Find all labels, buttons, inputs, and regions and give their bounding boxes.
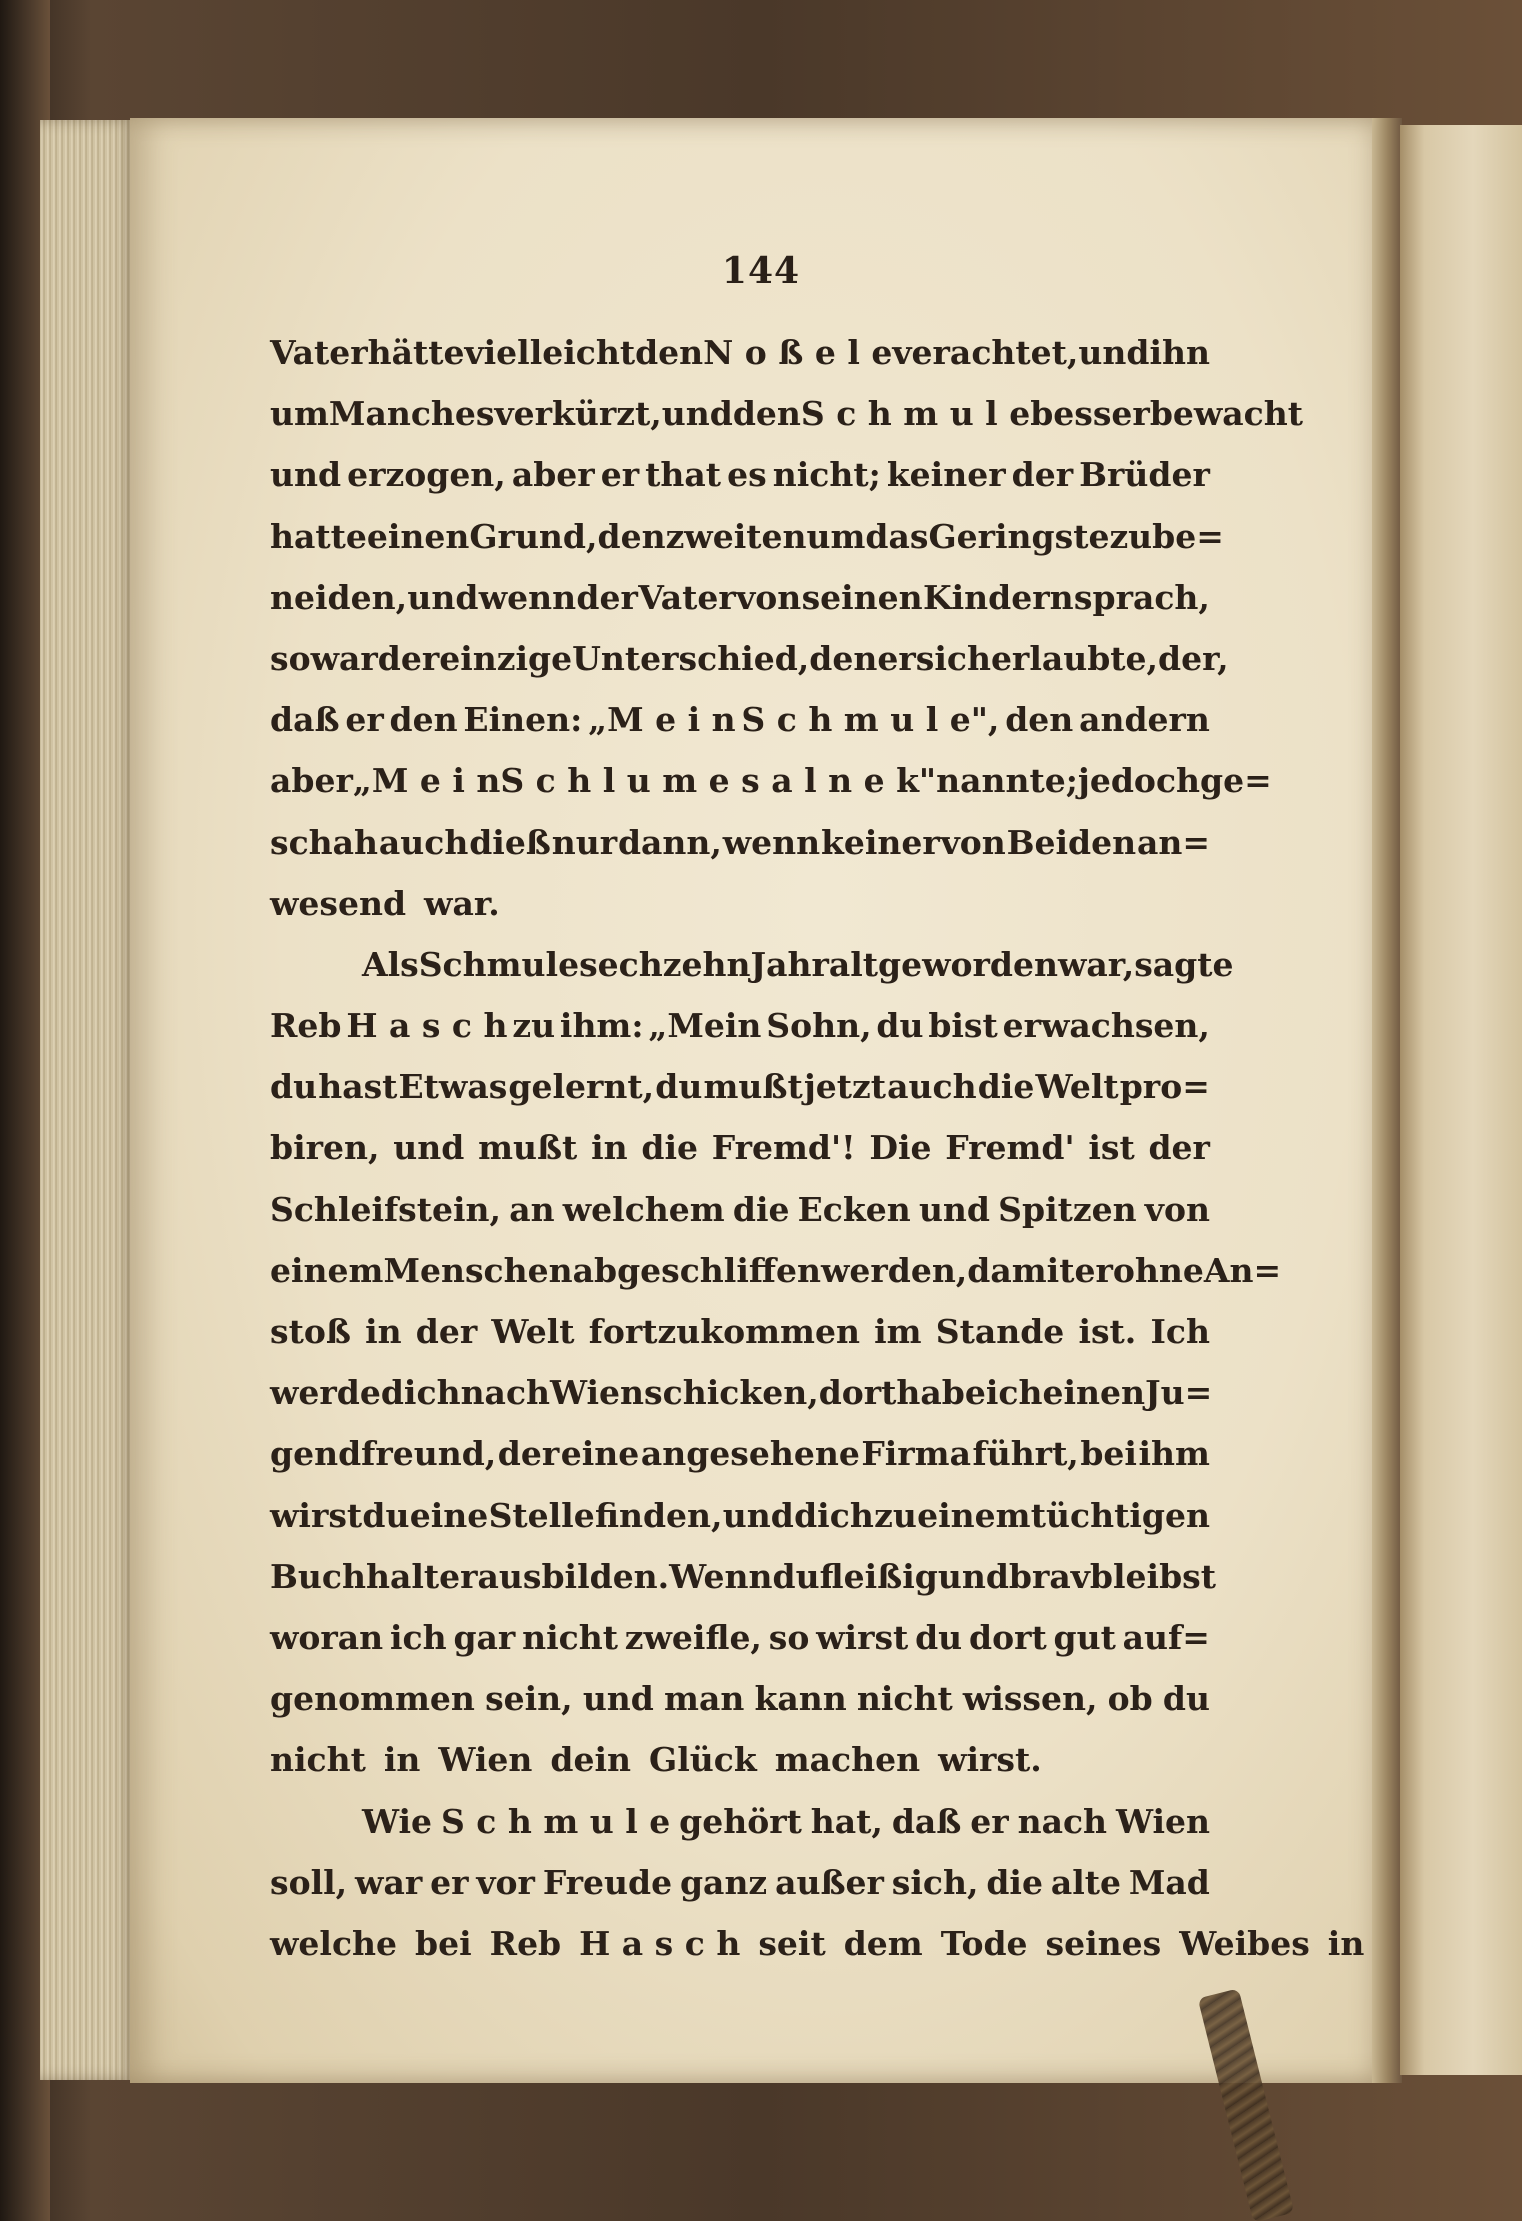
word: den xyxy=(635,333,704,372)
word: erzogen, xyxy=(347,455,506,495)
word: alt xyxy=(828,944,879,984)
word: soll, xyxy=(270,1862,348,1902)
word: außer xyxy=(775,1862,884,1902)
word: damit xyxy=(967,1250,1075,1290)
word: dich xyxy=(380,1373,461,1413)
word: ob xyxy=(1107,1679,1153,1719)
word: die xyxy=(641,1128,698,1168)
word: und xyxy=(1078,333,1150,372)
book-gutter xyxy=(1372,118,1402,2083)
word: und xyxy=(393,1128,465,1168)
word: Spitzen xyxy=(998,1189,1137,1229)
word: keiner xyxy=(886,455,1006,495)
word: du xyxy=(1162,1679,1210,1719)
word: zu xyxy=(1109,516,1153,556)
word: Kindern xyxy=(922,577,1074,617)
word: nach xyxy=(1017,1801,1108,1841)
word: er xyxy=(970,1801,1009,1841)
word: ihm xyxy=(1138,1434,1210,1474)
word: machen xyxy=(774,1740,921,1780)
word: Stelle xyxy=(488,1495,595,1535)
word: zu xyxy=(512,1006,556,1046)
word: finden, xyxy=(594,1495,723,1535)
word: der xyxy=(497,1434,560,1474)
word: erwachsen, xyxy=(1002,1006,1210,1046)
word: ihm: xyxy=(559,1006,644,1046)
word: habe xyxy=(896,1373,986,1413)
word: ich xyxy=(390,1617,447,1657)
text-line xyxy=(270,689,1210,750)
word: ohne xyxy=(1112,1250,1204,1290)
word: zweiten xyxy=(665,516,807,556)
word: jedoch xyxy=(1077,761,1201,801)
text-line xyxy=(270,934,1234,995)
text-line xyxy=(270,750,1272,811)
word: wirst. xyxy=(938,1740,1042,1780)
word: schicken, xyxy=(644,1373,819,1413)
word: den xyxy=(389,700,458,740)
word: Fremd' xyxy=(945,1128,1075,1168)
word: wirst xyxy=(270,1495,363,1535)
text-line xyxy=(270,1852,1210,1913)
word: nicht; xyxy=(772,455,881,495)
word: einem xyxy=(917,1495,1031,1535)
word: du xyxy=(915,1617,963,1657)
text-line xyxy=(270,995,1210,1056)
word: welchem xyxy=(562,1189,725,1229)
word: wirst xyxy=(816,1617,909,1657)
word: Freude xyxy=(542,1862,673,1902)
word: in xyxy=(365,1312,402,1351)
word: be= xyxy=(1152,516,1224,556)
word: Schleifstein, xyxy=(270,1189,502,1229)
text-line xyxy=(270,1301,1210,1362)
text-line xyxy=(270,1362,1213,1423)
word: in xyxy=(383,1740,421,1780)
word: und xyxy=(918,1189,990,1229)
text-line xyxy=(270,812,1210,873)
word: wissen, xyxy=(962,1679,1098,1719)
word: vielleicht xyxy=(464,333,636,372)
paragraph xyxy=(270,322,1304,934)
word: Ecken xyxy=(797,1189,911,1229)
word: er xyxy=(1074,1250,1113,1290)
word: welche xyxy=(270,1923,398,1963)
word: im xyxy=(874,1312,922,1351)
word: Einen: xyxy=(463,700,583,740)
word: besser xyxy=(1030,394,1150,434)
word: der, xyxy=(1158,638,1229,678)
word: Schmule xyxy=(418,944,580,984)
word: „M e i n xyxy=(588,700,736,740)
word: es xyxy=(727,455,767,495)
word: wesend xyxy=(270,883,407,923)
word: hat, xyxy=(810,1801,883,1841)
word: ich xyxy=(985,1373,1043,1413)
word: Reb xyxy=(270,1006,342,1046)
word: dann, xyxy=(617,822,722,862)
word: jetzt xyxy=(803,1067,886,1107)
word: gendfreund, xyxy=(270,1434,497,1474)
word: und xyxy=(582,1679,654,1719)
word: „M e i n xyxy=(352,761,501,801)
word: S c h m u l e xyxy=(800,394,1031,434)
word: ihn xyxy=(1149,333,1210,372)
word: die xyxy=(732,1189,790,1229)
word: er xyxy=(600,455,640,495)
word: Wien xyxy=(550,1373,645,1413)
word: schah xyxy=(270,822,379,862)
word: ist. xyxy=(1078,1312,1137,1351)
word: dich xyxy=(794,1495,874,1535)
word: den xyxy=(809,638,878,678)
word: war, xyxy=(1057,944,1135,984)
word: und xyxy=(661,394,733,434)
word: von xyxy=(940,822,1006,862)
word: bleibst xyxy=(1089,1556,1216,1596)
word: bist xyxy=(928,1006,998,1046)
word: der xyxy=(1011,455,1074,495)
word: S c h l u m e s a l n e k" xyxy=(500,761,937,801)
text-line xyxy=(270,1117,1210,1178)
word: sein, xyxy=(485,1679,573,1719)
word: er xyxy=(877,638,916,678)
word: Stande xyxy=(935,1312,1065,1351)
word: die xyxy=(977,1067,1035,1107)
word: vor xyxy=(476,1862,535,1902)
word: H a s c h xyxy=(346,1006,508,1046)
word: den xyxy=(597,516,666,556)
word: und xyxy=(937,1556,1009,1596)
word: von xyxy=(736,577,802,617)
word: er xyxy=(430,1862,469,1902)
word: geworden xyxy=(878,944,1058,984)
word: Firma xyxy=(861,1434,971,1474)
text-line xyxy=(270,1240,1282,1301)
word: Fremd'! xyxy=(711,1128,856,1168)
text-line xyxy=(270,1668,1210,1729)
word: auch xyxy=(887,1067,977,1107)
word: du xyxy=(772,1556,820,1596)
word: das xyxy=(865,516,929,556)
word: daß xyxy=(891,1801,962,1841)
word: bewacht xyxy=(1149,394,1304,434)
word: war. xyxy=(424,883,500,923)
word: hast xyxy=(318,1067,398,1107)
word: Unterschied, xyxy=(572,638,810,678)
word: keiner xyxy=(820,822,940,862)
text-line xyxy=(270,383,1304,444)
text-line xyxy=(270,1729,1210,1790)
word: ganz xyxy=(679,1862,768,1902)
word: Vater xyxy=(270,333,368,372)
text-line xyxy=(270,1546,1216,1607)
word: Als xyxy=(362,944,419,984)
word: der xyxy=(415,1312,478,1351)
word: zu xyxy=(874,1495,917,1535)
word: Jahr xyxy=(750,944,829,984)
word: bei xyxy=(415,1923,472,1963)
word: Reb xyxy=(489,1923,562,1963)
text-line xyxy=(270,873,1210,934)
word: einem xyxy=(270,1250,384,1290)
word: abgeschliffen xyxy=(572,1250,821,1290)
word: die xyxy=(986,1862,1043,1902)
word: von xyxy=(1144,1189,1210,1229)
word: und xyxy=(722,1495,794,1535)
word: sprach, xyxy=(1073,577,1210,617)
word: nur xyxy=(551,822,618,862)
word: auch xyxy=(378,822,469,862)
word: und xyxy=(407,577,479,617)
word: gelernt, xyxy=(508,1067,655,1107)
word: war xyxy=(355,1862,423,1902)
word: erlaubte, xyxy=(990,638,1159,678)
word: du xyxy=(270,1067,318,1107)
word: führt, xyxy=(972,1434,1079,1474)
word: der xyxy=(1148,1128,1210,1168)
word: alte xyxy=(1050,1862,1122,1902)
word: Mad xyxy=(1128,1862,1210,1902)
word: ausbilden. xyxy=(477,1556,670,1596)
word: Wien xyxy=(1115,1801,1210,1841)
word: aber xyxy=(270,761,353,801)
word: der xyxy=(377,638,440,678)
word: Wenn xyxy=(669,1556,773,1596)
word: ist xyxy=(1088,1128,1135,1168)
word: neiden, xyxy=(270,577,408,617)
word: N o ß e l e xyxy=(703,333,893,372)
word: und xyxy=(270,455,342,495)
text-line xyxy=(270,567,1210,628)
word: S c h m u l e xyxy=(440,1801,671,1841)
word: gehört xyxy=(679,1801,802,1841)
word: nicht xyxy=(856,1679,953,1719)
word: woran xyxy=(270,1617,384,1657)
paragraph xyxy=(270,1791,1365,1975)
word: Die xyxy=(869,1128,932,1168)
word: dort xyxy=(969,1617,1047,1657)
word: mußt xyxy=(478,1128,578,1168)
text-line xyxy=(270,444,1210,505)
text-line xyxy=(270,1607,1210,1668)
word: Grund, xyxy=(469,516,598,556)
word: Menschen xyxy=(383,1250,573,1290)
text-line xyxy=(270,1423,1210,1484)
word: an= xyxy=(1136,822,1210,862)
word: der xyxy=(576,577,638,617)
word: Tode xyxy=(940,1923,1028,1963)
text-line xyxy=(270,1485,1210,1546)
word: dort xyxy=(818,1373,897,1413)
word: ge= xyxy=(1200,761,1272,801)
word: hatte xyxy=(270,516,367,556)
word: daß xyxy=(270,700,340,740)
word: um xyxy=(806,516,866,556)
word: nannte; xyxy=(936,761,1078,801)
facing-page-edge xyxy=(1400,125,1522,2075)
word: An= xyxy=(1203,1250,1282,1290)
word: stoß xyxy=(270,1312,351,1351)
word: eine xyxy=(560,1434,640,1474)
page-number: 144 xyxy=(721,250,801,292)
word: sechzehn xyxy=(579,944,751,984)
word: einzige xyxy=(439,638,573,678)
word: Ich xyxy=(1150,1312,1210,1351)
word: Beiden xyxy=(1006,822,1137,862)
word: an xyxy=(509,1189,555,1229)
word: kann xyxy=(754,1679,847,1719)
word: werden, xyxy=(820,1250,968,1290)
word: Etwas xyxy=(398,1067,508,1107)
word: verachtet, xyxy=(892,333,1079,372)
word: nicht xyxy=(522,1617,618,1657)
word: dieß xyxy=(469,822,551,862)
word: in xyxy=(591,1128,628,1168)
word: Manches xyxy=(328,394,495,434)
word: „Mein xyxy=(648,1006,762,1046)
word: hätte xyxy=(367,333,465,372)
word: H a s c h xyxy=(579,1923,741,1963)
text-line xyxy=(270,322,1210,383)
word: Glück xyxy=(649,1740,757,1780)
word: gut xyxy=(1053,1617,1116,1657)
word: Sohn, xyxy=(766,1006,872,1046)
word: den xyxy=(732,394,801,434)
word: Welt xyxy=(1035,1067,1119,1107)
word: zweifle, xyxy=(624,1617,762,1657)
word: sich, xyxy=(891,1862,979,1902)
word: man xyxy=(664,1679,745,1719)
word: verkürzt, xyxy=(494,394,662,434)
paragraph xyxy=(270,934,1282,1791)
word: that xyxy=(645,455,722,495)
word: Welt xyxy=(491,1312,575,1351)
word: auf= xyxy=(1122,1617,1210,1657)
word: in xyxy=(1327,1923,1365,1963)
word: Buchhalter xyxy=(270,1556,478,1596)
word: fortzukommen xyxy=(588,1312,860,1351)
word: Geringste xyxy=(928,516,1110,556)
word: Weibes xyxy=(1179,1923,1310,1963)
word: fleißig xyxy=(819,1556,938,1596)
word: Ju= xyxy=(1145,1373,1213,1413)
text-line xyxy=(270,1056,1210,1117)
word: so xyxy=(270,638,311,678)
word: Wien xyxy=(438,1740,533,1780)
word: wenn xyxy=(722,822,821,862)
word: um xyxy=(270,394,329,434)
word: einen xyxy=(366,516,470,556)
word: Brüder xyxy=(1079,455,1210,495)
word: gar xyxy=(453,1617,516,1657)
word: pro= xyxy=(1119,1067,1210,1107)
word: werde xyxy=(270,1373,381,1413)
word: aber xyxy=(511,455,595,495)
word: so xyxy=(768,1617,810,1657)
word: war xyxy=(310,638,378,678)
text-line xyxy=(270,506,1224,567)
word: seit xyxy=(758,1923,826,1963)
word: angesehene xyxy=(640,1434,860,1474)
word: andern xyxy=(1079,700,1210,740)
page-stack-edge xyxy=(40,120,135,2080)
word: brav xyxy=(1008,1556,1090,1596)
word: du xyxy=(655,1067,703,1107)
word: sich xyxy=(915,638,991,678)
word: dem xyxy=(843,1923,923,1963)
word: nach xyxy=(460,1373,551,1413)
text-line xyxy=(270,1791,1210,1852)
word: mußt xyxy=(703,1067,803,1107)
word: seines xyxy=(1045,1923,1162,1963)
word: du xyxy=(876,1006,924,1046)
word: einen xyxy=(1042,1373,1145,1413)
word: bei xyxy=(1080,1434,1137,1474)
word: tüchtigen xyxy=(1030,1495,1210,1535)
word: sagte xyxy=(1134,944,1234,984)
word: eine xyxy=(409,1495,489,1535)
word: Wie xyxy=(362,1801,433,1841)
word: er xyxy=(345,700,384,740)
body-text xyxy=(270,322,1365,1974)
word: nicht xyxy=(270,1740,366,1780)
text-line xyxy=(270,1913,1365,1974)
word: dein xyxy=(550,1740,632,1780)
word: seinen xyxy=(801,577,923,617)
word: biren, xyxy=(270,1128,380,1168)
word: den xyxy=(1005,700,1074,740)
word: wenn xyxy=(478,577,577,617)
word: du xyxy=(362,1495,410,1535)
text-line xyxy=(270,1179,1210,1240)
word: Vater xyxy=(638,577,736,617)
word: genommen xyxy=(270,1679,475,1719)
word: S c h m u l e", xyxy=(741,700,1000,740)
text-line xyxy=(270,628,1229,689)
